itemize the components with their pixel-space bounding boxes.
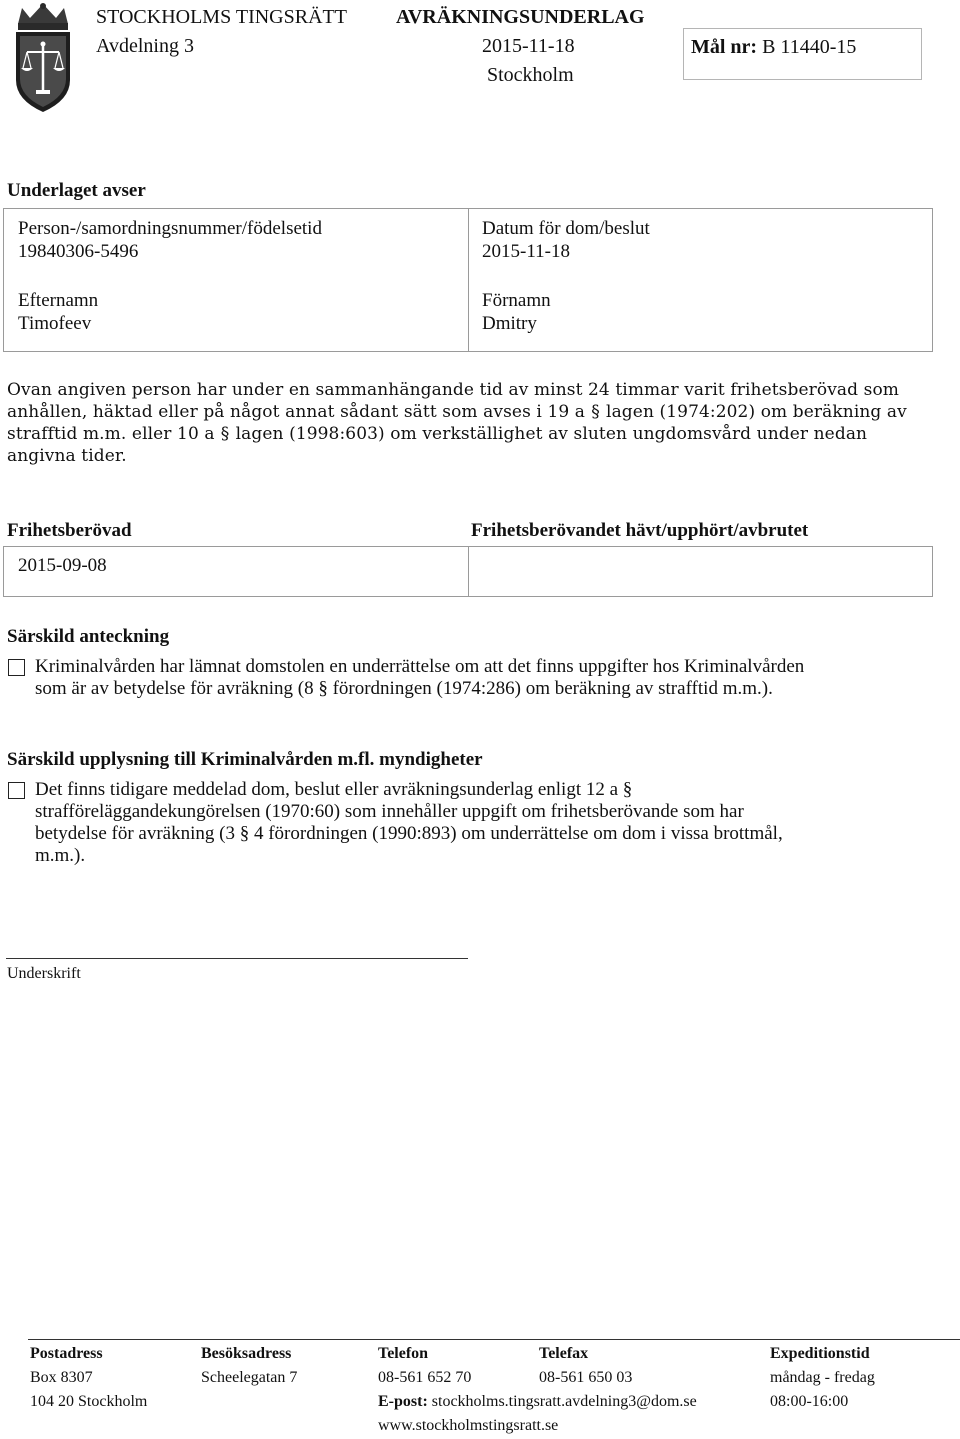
id-value: 19840306-5496 — [18, 241, 139, 262]
footer-visit-line: Scheelegatan 7 — [201, 1369, 298, 1386]
special-note-row — [8, 656, 928, 700]
case-number-box — [683, 28, 922, 80]
id-label: Person-/samordningsnummer/födelsetid — [18, 218, 322, 239]
section-sign: § — [622, 779, 633, 800]
footer-postal-line: 104 20 Stockholm — [30, 1393, 148, 1410]
court-name: STOCKHOLMS TINGSRÄTT — [96, 6, 347, 28]
section-sign: § — [591, 402, 600, 422]
footer-phone-value: 08-561 652 70 — [378, 1369, 472, 1386]
footer-hours-time: 08:00-16:00 — [770, 1393, 849, 1410]
statement-text: lagen (1998:603) om verkställighet av sluten ungdomsvård under nedan — [230, 424, 868, 444]
footer-postal-line: Box 8307 — [30, 1369, 93, 1386]
special-info-heading: Särskild upplysning till Kriminalvården m.fl. myndigheter — [7, 749, 483, 770]
statement-line: Ovan angiven person har under en sammanhängande tid av minst 24 timmar varit frihetsberövad som — [7, 380, 899, 400]
footer-rule — [28, 1339, 960, 1340]
footer-email-link[interactable]: stockholms.tingsratt.avdelning3@dom.se — [431, 1393, 697, 1410]
special-info-text: Det finns tidigare meddelad dom, beslut eller avräkningsunderlag enligt 12 a — [35, 779, 623, 800]
statement-text: anhållen, häktad eller på något annat sådant sätt som avses i 19 a — [7, 402, 591, 422]
special-note-checkbox[interactable] — [8, 659, 25, 676]
statement-paragraph — [7, 379, 917, 467]
deprivation-box-divider — [468, 547, 469, 596]
footer-fax-value: 08-561 650 03 — [539, 1369, 633, 1386]
special-info-text: 4 förordningen (1990:893) om underrättelse om dom i vissa brottmål, — [249, 823, 783, 844]
footer-fax — [539, 1342, 632, 1390]
decision-date-label: Datum för dom/beslut — [482, 218, 650, 239]
section-sign: § — [220, 424, 230, 444]
lastname-field — [18, 289, 98, 335]
deprivation-box — [3, 546, 933, 597]
footer-hours-days: måndag - fredag — [770, 1369, 875, 1386]
subject-box — [3, 208, 933, 352]
statement-line: angivna tider. — [7, 446, 127, 466]
footer-email-label: E-post: — [378, 1393, 428, 1410]
statement-line — [7, 401, 917, 423]
statement-line — [7, 423, 917, 445]
case-number-value: B 11440-15 — [762, 36, 857, 58]
special-note-line: Kriminalvården har lämnat domstolen en underrättelse om att det finns uppgifter hos Kriminalvården — [35, 656, 805, 677]
firstname-field — [482, 289, 551, 335]
id-field — [18, 217, 322, 263]
deprivation-end-label: Frihetsberövandet hävt/upphört/avbrutet — [471, 520, 809, 541]
footer-phone — [378, 1342, 471, 1390]
special-info-row — [8, 779, 928, 867]
footer-postal-heading: Postadress — [30, 1345, 103, 1362]
special-info-text: betydelse för avräkning (3 — [35, 823, 240, 844]
footer-fax-heading: Telefax — [539, 1345, 589, 1362]
subject-box-divider — [468, 209, 469, 351]
deprivation-start-value: 2015-09-08 — [18, 555, 107, 576]
lastname-label: Efternamn — [18, 290, 99, 311]
special-info-line: strafföreläggandekungörelsen (1970:60) som innehåller uppgift om frihetsberövande som har — [35, 801, 744, 822]
firstname-label: Förnamn — [482, 290, 551, 311]
document-city: Stockholm — [487, 64, 574, 86]
court-crest-logo — [12, 2, 74, 114]
decision-date-field — [482, 217, 650, 263]
section-sign: § — [318, 678, 328, 699]
footer-postal — [30, 1342, 147, 1414]
deprivation-start-label: Frihetsberövad — [7, 520, 132, 541]
special-info-line: m.m.). — [35, 845, 86, 866]
statement-text: strafftid m.m. eller 10 a — [7, 424, 221, 444]
section-sign: § — [239, 823, 250, 844]
footer-phone-heading: Telefon — [378, 1345, 429, 1362]
special-note-heading: Särskild anteckning — [7, 626, 170, 647]
document-date: 2015-11-18 — [482, 35, 575, 57]
footer-hours — [770, 1342, 875, 1414]
special-info-checkbox[interactable] — [8, 782, 25, 799]
case-number-label: Mål nr: — [691, 36, 758, 58]
lastname-value: Timofeev — [18, 313, 92, 334]
footer-hours-heading: Expeditionstid — [770, 1345, 870, 1362]
special-note-text: förordningen (1974:286) om beräkning av strafftid m.m.). — [327, 678, 773, 699]
special-info-line — [35, 823, 928, 845]
firstname-value: Dmitry — [482, 313, 537, 334]
document-title: AVRÄKNINGSUNDERLAG — [396, 6, 645, 28]
footer-website-link[interactable]: www.stockholmstingsratt.se — [378, 1417, 559, 1434]
special-note-text: som är av betydelse för avräkning (8 — [35, 678, 319, 699]
signature-label: Underskrift — [7, 965, 81, 982]
special-info-line — [35, 779, 928, 801]
footer-email — [378, 1390, 697, 1414]
division: Avdelning 3 — [96, 35, 194, 57]
subject-heading: Underlaget avser — [7, 180, 146, 201]
footer-visit — [201, 1342, 297, 1390]
statement-text: lagen (1974:202) om beräkning av — [600, 402, 907, 422]
special-note-line — [35, 678, 928, 700]
decision-date-value: 2015-11-18 — [482, 241, 570, 262]
footer-visit-heading: Besöksadress — [201, 1345, 292, 1362]
signature-line — [6, 958, 468, 959]
